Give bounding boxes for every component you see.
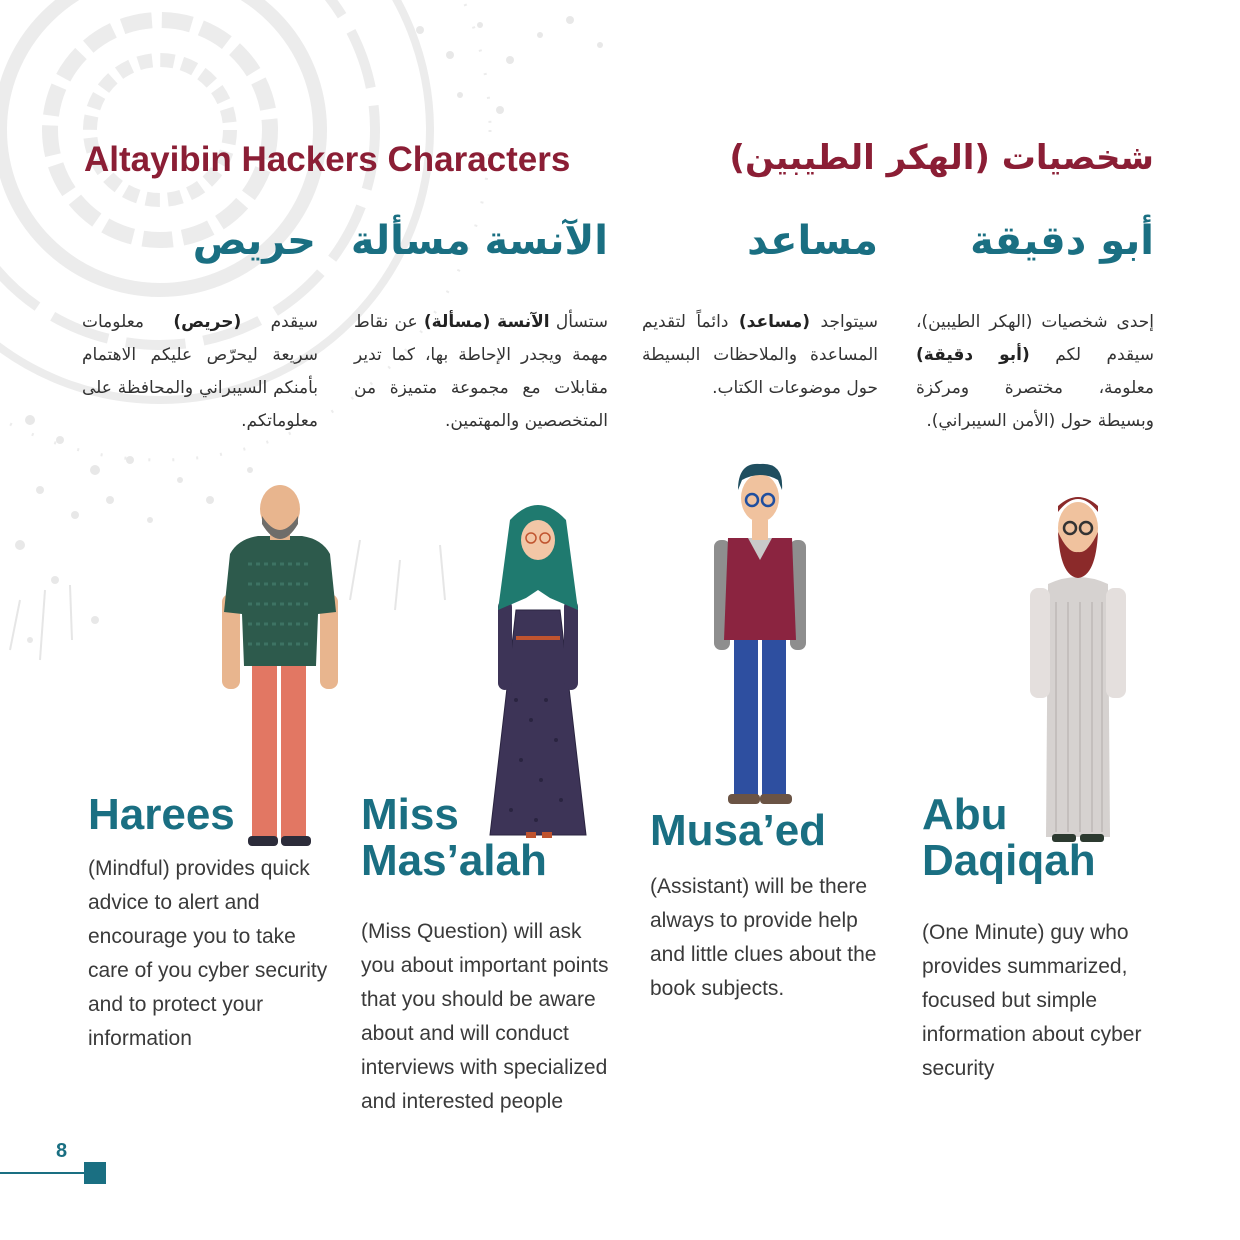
desc-en-musaed: (Assistant) will be there always to provide help and little clues about the book subjects. [650, 875, 877, 1000]
desc-ar-bold-name: الآنسة (مسألة) [423, 312, 550, 332]
desc-en-miss-masalah: (Miss Question) will ask you about important points that you should be aware about and will conduct interviews with specialized and interested people [361, 920, 609, 1113]
name-en-abu-daqiqah: Abu Daqiqah [922, 790, 1096, 885]
desc-ar-miss-masalah [354, 306, 608, 438]
desc-ar-lead: سيتواجد [810, 312, 878, 332]
page-title-en: Altayibin Hackers Characters [84, 140, 571, 179]
desc-ar-bold-name: (أبو دقيقة) [916, 345, 1030, 365]
desc-ar-musaed [642, 306, 878, 405]
desc-ar-lead: إحدى شخصيات (الهكر الطيبين)، سيقدم لكم [916, 312, 1154, 365]
desc-ar-harees [82, 306, 318, 438]
desc-ar-lead: سيقدم [241, 312, 318, 332]
name-en-musaed: Musa’ed [650, 806, 827, 855]
desc-ar-rest: دائماً لتقديم المساعدة والملاحظات البسيطة حول موضوعات الكتاب. [642, 312, 878, 398]
desc-ar-rest: عن نقاط مهمة ويجدر الإحاطة بها، كما تدير مقابلات مع مجموعة متميزة من المتخصصين والمهتمين. [354, 312, 608, 431]
desc-en-abu-daqiqah: (One Minute) guy who provides summarized, focused but simple information about cyber security [922, 921, 1142, 1080]
name-ar-abu-daqiqah: أبو دقيقة [970, 218, 1154, 264]
desc-ar-bold-name: (مساعد) [738, 312, 811, 332]
page-number: 8 [56, 1140, 68, 1162]
desc-ar-rest: معلومات سريعة ليحرّص عليكم الاهتمام بأمنكم السيبراني والمحافظة على معلوماتكم. [82, 312, 318, 431]
desc-ar-abu-daqiqah [916, 306, 1154, 438]
name-en-miss-masalah: Miss Mas’alah [361, 790, 547, 885]
desc-ar-rest: معلومة، مختصرة ومركزة وبسيطة حول (الأمن السيبراني). [916, 378, 1154, 431]
name-ar-miss-masalah: الآنسة مسألة [350, 218, 608, 264]
desc-ar-bold-name: (حريص) [173, 312, 242, 332]
miss-masalah-illustration [486, 500, 590, 840]
desc-ar-lead: ستسأل [549, 312, 609, 332]
musaed-illustration [708, 460, 812, 808]
page-title-ar: شخصيات (الهكر الطيبين) [729, 138, 1154, 178]
name-en-harees: Harees [88, 790, 235, 839]
name-ar-harees: حريص [192, 218, 316, 264]
footer-rule [0, 1172, 84, 1174]
footer-marker [84, 1162, 106, 1184]
desc-en-harees: (Mindful) provides quick advice to alert and encourage you to take care of you cyber security and to protect your information [88, 857, 328, 1050]
name-ar-musaed: مساعد [747, 218, 878, 264]
